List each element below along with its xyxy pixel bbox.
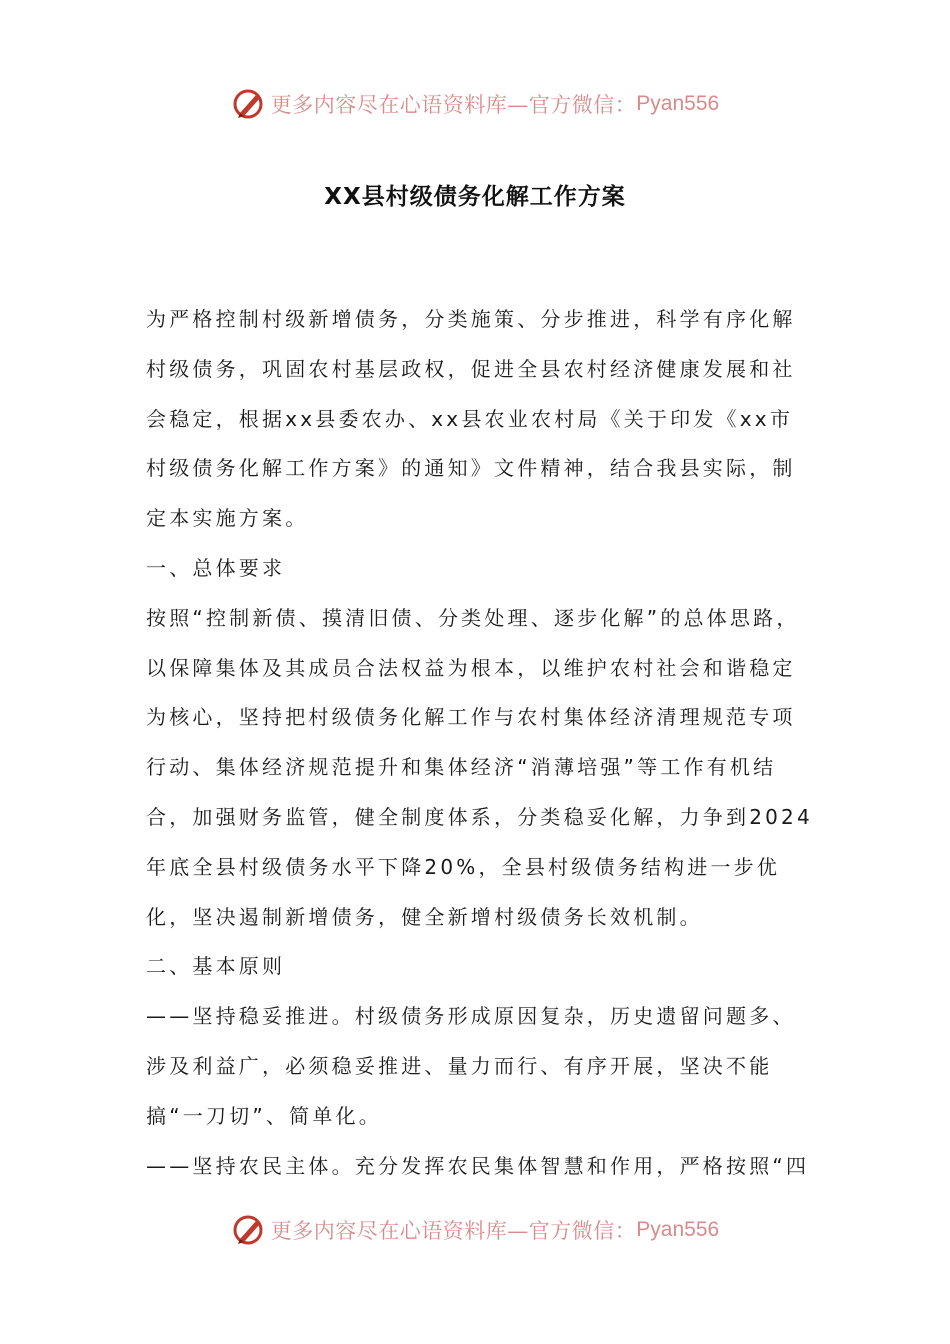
banner-wechat-id: Pyan556 — [636, 92, 720, 115]
paragraph-principle-steady: ——坚持稳妥推进。村级债务形成原因复杂，历史遗留问题多、涉及利益广，必须稳妥推进、量力而行、有序开展，坚决不能搞“一刀切”、简单化。 — [146, 1004, 796, 1128]
banner-wechat-id: Pyan556 — [636, 1218, 720, 1241]
watermark-banner-bottom — [0, 1210, 950, 1250]
paragraph-principle-farmers: ——坚持农民主体。充分发挥农民集体智慧和作用，严格按照“四 — [146, 1153, 810, 1178]
paragraph-general-requirements: 按照“控制新债、摸清旧债、分类处理、逐步化解”的总体思路，以保障集体及其成员合法权益为根本，以维护农村社会和谐稳定为核心，坚持把村级债务化解工作与农村集体经济清理规范专项行动、集体经济规范提升和集体经济“消薄培强”等工作有机结合，加强财务监管，健全制度体系，分类稳妥化解，力争到2024年底全县村级债务水平下降20%，全县村级债务结构进一步优化，坚决遏制新增债务，健全新增村级债务长效机制。 — [146, 605, 813, 929]
pen-logo-icon — [231, 1212, 267, 1248]
banner-text: 更多内容尽在心语资料库—官方微信： — [270, 1219, 637, 1243]
banner-text: 更多内容尽在心语资料库—官方微信： — [270, 93, 637, 117]
pen-logo-icon — [231, 86, 267, 122]
paragraph-intro: 为严格控制村级新增债务，分类施策、分步推进，科学有序化解村级债务，巩固农村基层政权，促进全县农村经济健康发展和社会稳定，根据xx县委农办、xx县农业农村局《关于印发《xx市村级债务化解工作方案》的通知》文件精神，结合我县实际，制定本实施方案。 — [146, 307, 796, 531]
heading-general-requirements: 一、总体要求 — [146, 555, 286, 580]
heading-basic-principles: 二、基本原则 — [146, 954, 286, 979]
watermark-banner-top — [0, 84, 950, 124]
document-title: XX县村级债务化解工作方案 — [324, 184, 626, 210]
document-body — [146, 295, 816, 1191]
